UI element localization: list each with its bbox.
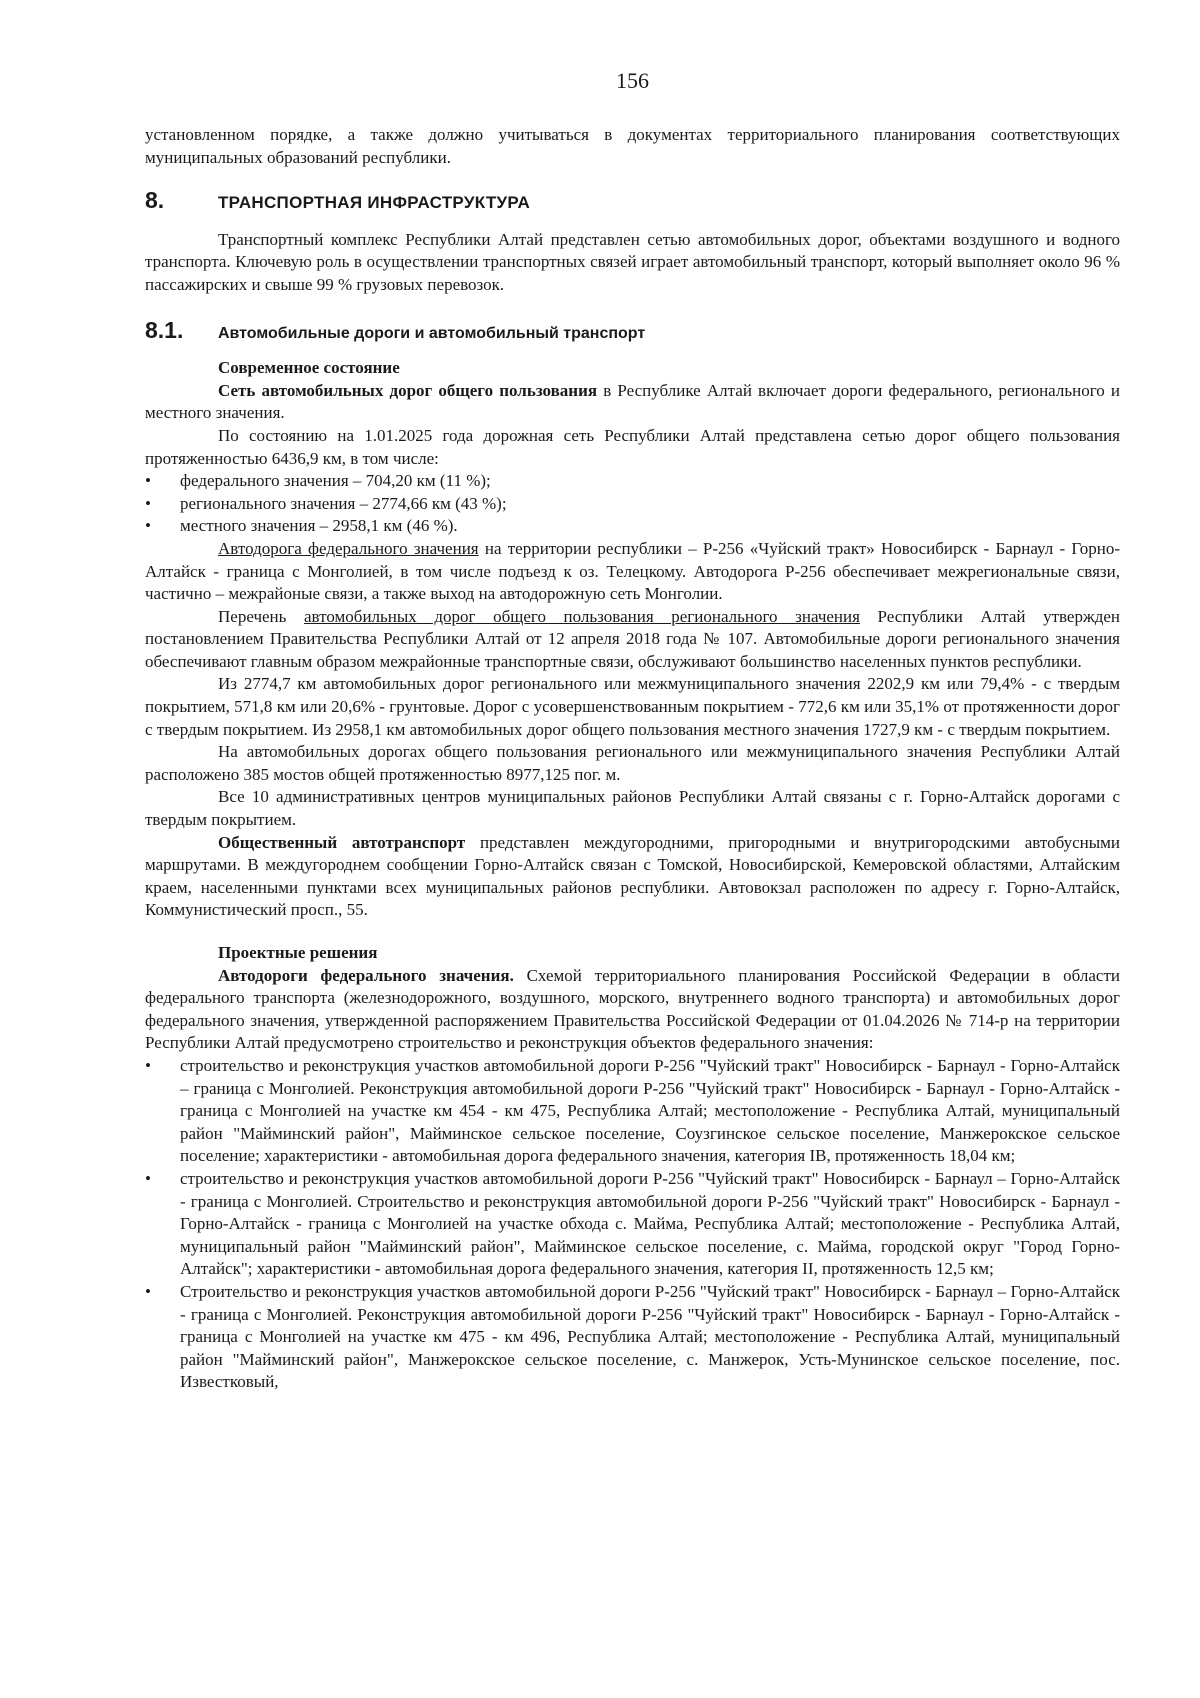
projects-heading: Проектные решения xyxy=(218,943,378,962)
federal-road-link[interactable]: Автодорога федерального значения xyxy=(218,538,479,558)
federal-projects-bold: Автодороги федерального значения. xyxy=(218,965,514,985)
road-categories-list xyxy=(145,470,1120,538)
list-item-text: местного значения – 2958,1 км (46 %). xyxy=(180,516,458,536)
regional-roads-link[interactable]: автомобильных дорог общего пользования регионального значения xyxy=(304,606,860,626)
federal-projects-paragraph xyxy=(145,965,1120,1055)
section-8-1-number: 8.1. xyxy=(145,316,184,343)
list-item xyxy=(145,515,1120,538)
bullet-icon: • xyxy=(145,471,151,491)
section-8-title: ТРАНСПОРТНАЯ ИНФРАСТРУКТУРА xyxy=(218,193,531,213)
list-item xyxy=(145,1281,1120,1394)
list-item xyxy=(145,1168,1120,1281)
bullet-icon: • xyxy=(145,493,151,513)
list-item-text: строительство и реконструкция участков автомобильной дороги Р-256 "Чуйский тракт" Новосибирск - Барнаул - Горно-Алтайск – граница с Монголией. Реконструкция автомобильной дороги Р-256 "Чуйский тракт" Новосибирск - Барнаул - Горно-Алтайск - граница с Монголией на участке км 454 - км 475, Республика Алтай; местоположение - Республика Алтай, муниципальный район "Майминский район", Майминское сельское поселение, Соузгинское сельское поселение, Манжерокское сельское поселение; характеристики - автомобильная дорога федерального значения, категория IB, протяженность 18,04 км; xyxy=(180,1055,1120,1166)
federal-road-text: на территории республики – Р-256 «Чуйский тракт» Новосибирск - Барнаул - Горно-Алтайск - граница с Монголией, в том числе подъезд к оз. Телецкому. Автодорога Р-256 обеспечивает межрегиональные связи, частично – межрайоные связи, а также выход на автодорожную сеть Монголии. xyxy=(145,538,1120,604)
bridges-paragraph: На автомобильных дорогах общего пользования регионального или межмуниципального значения Республики Алтай расположено 385 мостов общей протяженностью 8977,125 пог. м. xyxy=(145,742,1120,784)
bullet-icon: • xyxy=(145,1281,151,1301)
bullet-icon: • xyxy=(145,1168,151,1188)
project-list xyxy=(145,1055,1120,1394)
list-item-text: строительство и реконструкция участков автомобильной дороги Р-256 "Чуйский тракт" Новосибирск - Барнаул – Горно-Алтайск - граница с Монголией. Строительство и реконструкция автомобильной дороги Р-256 "Чуйский тракт" Новосибирск - Барнаул - Горно-Алтайск - граница с Монголией на участке обхода с. Майма, Республика Алтай; местоположение - Республика Алтай, муниципальный район "Майминский район", Майминское сельское поселение, с. Майма, городской округ "Город Горно-Алтайск"; характеристики - автомобильная дорога федерального значения, категория II, протяженность 12,5 км; xyxy=(180,1168,1120,1279)
list-item-text: регионального значения – 2774,66 км (43 %); xyxy=(180,493,507,513)
section-8-heading xyxy=(145,189,1120,215)
page-number: 156 xyxy=(616,68,649,93)
regional-roads-paragraph xyxy=(145,606,1120,674)
list-item xyxy=(145,493,1120,516)
regional-roads-text: Республики Алтай утвержден постановлением Правительства Республики Алтай от 12 апреля 2018 года № 107. Автомобильные дороги регионального значения обеспечивают главным образом межрайонные транспортные связи, обслуживают большинство населенных пунктов республики. xyxy=(145,606,1121,671)
list-item-text: Строительство и реконструкция участков автомобильной дороги Р-256 "Чуйский тракт" Новосибирск - Барнаул – Горно-Алтайск - граница с Монголией. Реконструкция автомобильной дороги Р-256 "Чуйский тракт" Новосибирск - Барнаул - Горно-Алтайск - граница с Монголией на участке км 475 - км 496, Республика Алтай; местоположение - Республика Алтай, муниципальный район "Майминский район", Манжерокское сельское поселение, с. Манжерок, Усть-Мунинское сельское поселение, пос. Известковый, xyxy=(180,1281,1120,1392)
intro-paragraph: установленном порядке, а также должно учитываться в документах территориального планирования соответствующих муниципальных образований республики. xyxy=(145,125,1120,167)
road-length-paragraph: По состоянию на 1.01.2025 года дорожная сеть Республики Алтай представлена сетью дорог общего пользования протяженностью 6436,9 км, в том числе: xyxy=(145,425,1120,468)
road-network-paragraph xyxy=(145,380,1120,425)
section-8-paragraph: Транспортный комплекс Республики Алтай представлен сетью автомобильных дорог, объектами воздушного и водного транспорта. Ключевую роль в осуществлении транспортных связей играет автомобильный транспорт, который выполняет около 96 % пассажирских и свыше 99 % грузовых перевозок. xyxy=(145,229,1120,294)
road-network-text: в Республике Алтай включает дороги федерального, регионального и местного значения. xyxy=(145,380,1120,423)
public-transport-paragraph xyxy=(145,832,1120,922)
admin-centers-paragraph: Все 10 административных центров муниципальных районов Республики Алтай связаны с г. Горно-Алтайск дорогами с твердым покрытием. xyxy=(145,787,1120,830)
list-item xyxy=(145,1055,1120,1168)
document-page xyxy=(145,68,1120,1394)
road-network-bold: Сеть автомобильных дорог общего пользования xyxy=(218,380,598,400)
federal-projects-text: Схемой территориального планирования Российской Федерации в области федерального транспорта (железнодорожного, воздушного, морского, внутреннего водного транспорта) и автомобильных дорог федерального значения, утвержденной распоряжением Правительства Российской Федерации от 01.04.2026 № 714-р на территории Республики Алтай предусмотрено строительство и реконструкция объектов федерального значения: xyxy=(145,965,1120,1053)
federal-road-paragraph xyxy=(145,538,1120,606)
bullet-icon: • xyxy=(145,1055,151,1075)
section-8-number: 8. xyxy=(145,187,165,214)
list-item-text: федерального значения – 704,20 км (11 %); xyxy=(180,471,491,491)
section-8-1-heading xyxy=(145,316,1120,346)
list-item xyxy=(145,470,1120,493)
regional-roads-text-start: Перечень xyxy=(218,606,304,626)
current-state-heading: Современное состояние xyxy=(218,358,400,378)
bullet-icon: • xyxy=(145,516,151,536)
public-transport-bold: Общественный автотранспорт xyxy=(218,832,466,852)
section-8-1-title: Автомобильные дороги и автомобильный транспорт xyxy=(218,324,646,342)
public-transport-text: представлен междугородними, пригородными и внутригородскими автобусными маршрутами. В междугороднем сообщении Горно-Алтайск связан с Томской, Новосибирской, Кемеровской областями, Алтайским краем, населенными пунктами всех муниципальных районов республики. Автовокзал расположен по адресу г. Горно-Алтайск, Коммунистический просп., 55. xyxy=(145,832,1120,920)
surface-stats-paragraph: Из 2774,7 км автомобильных дорог регионального или межмуниципального значения 2202,9 км или 79,4% - с твердым покрытием, 571,8 км или 20,6% - грунтовые. Дорог с усовершенствованным покрытием - 772,6 км или 35,1% от протяженности дорог с твердым покрытием. Из 2958,1 км автомобильных дорог общего пользования местного значения 1727,9 км - с твердым покрытием. xyxy=(145,674,1120,739)
